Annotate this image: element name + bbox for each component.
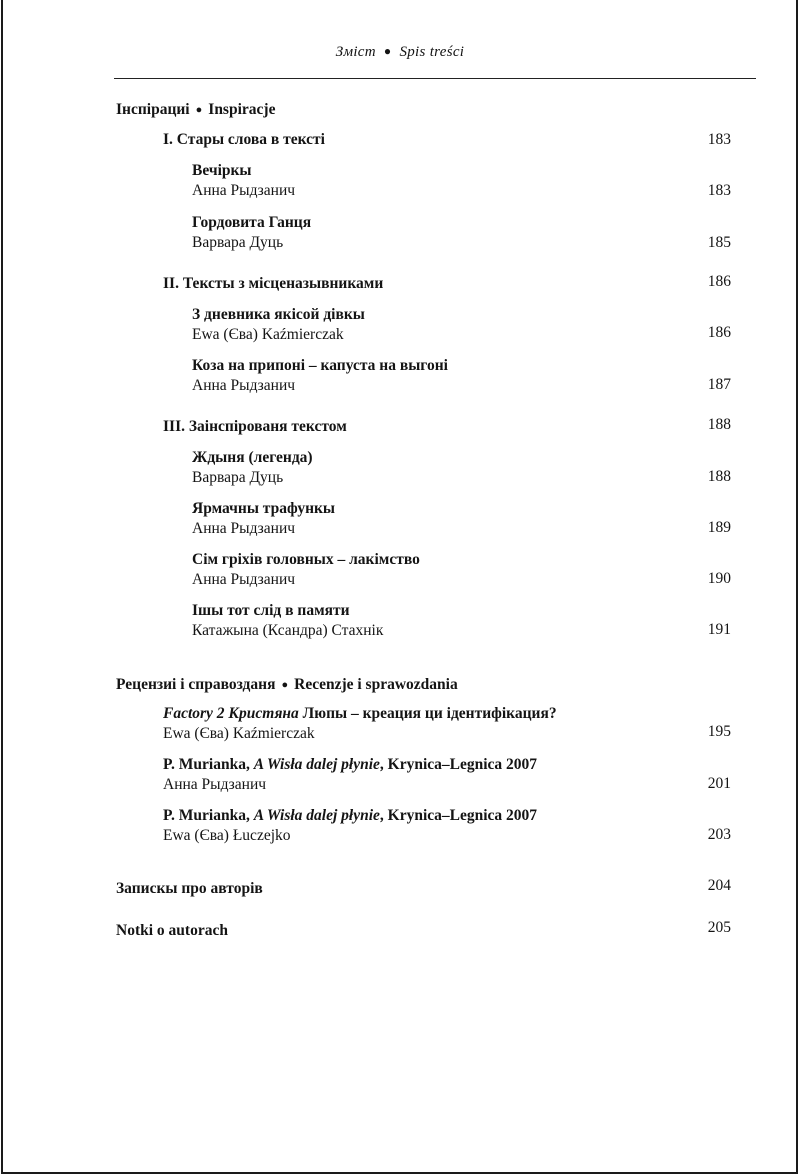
part-title: ІІ. Тексты з місценазывниками <box>163 275 384 292</box>
review-title-italic: A Wisła dalej płynie <box>253 807 380 824</box>
section-title-pl: Inspiracje <box>208 101 276 118</box>
entry-title: Гордовита Ганця <box>192 214 312 231</box>
section-heading-inspiration <box>116 101 275 120</box>
section-title-ua: Рецензиі і справозданя <box>116 676 276 693</box>
entry-author: Ewa (Єва) Łuczejko <box>163 827 291 844</box>
entry-title: З дневника якісой дівкы <box>192 306 365 323</box>
page-number: 186 <box>707 324 731 341</box>
page-number: 186 <box>707 273 731 290</box>
page-number: 188 <box>707 468 731 485</box>
entry-title: Вечіркы <box>192 162 252 179</box>
page-number: 183 <box>707 131 731 148</box>
section-authors-notes-pl: Notki o autorach <box>116 922 228 939</box>
page-number: 187 <box>707 376 731 393</box>
review-title <box>163 807 537 825</box>
review-title-bold: P. Murianka, <box>163 807 254 824</box>
review-title-rest: , Krynica–Legnica 2007 <box>379 807 538 824</box>
entry-author: Ewa (Єва) Kaźmierczak <box>163 725 315 742</box>
entry-author: Варвара Дуць <box>192 469 284 486</box>
part-title: І. Стары слова в тексті <box>163 131 325 148</box>
entry-author: Анна Рыдзанич <box>192 520 296 537</box>
entry-title: Ярмачны трафункы <box>192 500 336 517</box>
entry-author: Анна Рыдзанич <box>192 377 296 394</box>
review-title-italic: A Wisła dalej płynie <box>253 756 380 773</box>
section-separator: ● <box>281 679 289 691</box>
entry-author: Ewa (Єва) Kaźmierczak <box>192 326 344 343</box>
section-heading-reviews <box>116 676 458 695</box>
page-number: 189 <box>707 519 731 536</box>
entry-author: Анна Рыдзанич <box>163 776 267 793</box>
review-title-rest: Люпы – креация ци ідентифікация? <box>298 705 557 722</box>
entry-author: Катажына (Ксандра) Стахнік <box>192 622 384 639</box>
entry-author: Варвара Дуць <box>192 234 284 251</box>
header-right: Spis treści <box>399 44 465 60</box>
page-number: 191 <box>707 621 731 638</box>
page-number: 203 <box>707 826 731 843</box>
section-title-pl: Recenzje i sprawozdania <box>294 676 458 693</box>
page-number: 190 <box>707 570 731 587</box>
review-title-rest: , Krynica–Legnica 2007 <box>379 756 538 773</box>
entry-author: Анна Рыдзанич <box>192 182 296 199</box>
part-title: ІІІ. Заінспірованя текстом <box>163 418 347 435</box>
page-number: 204 <box>707 877 731 894</box>
review-title-italic: Factory 2 Кристяна <box>163 705 299 722</box>
page-number: 185 <box>707 234 731 251</box>
review-title-bold: P. Murianka, <box>163 756 254 773</box>
page-number: 201 <box>707 775 731 792</box>
entry-title: Ждыня (легенда) <box>192 449 313 466</box>
review-title <box>163 705 557 723</box>
entry-title: Ішы тот слід в памяти <box>192 602 350 619</box>
section-title-ua: Інспірациі <box>116 101 190 118</box>
page-number: 183 <box>707 182 731 199</box>
page-number: 188 <box>707 416 731 433</box>
entry-author: Анна Рыдзанич <box>192 571 296 588</box>
page-number: 195 <box>707 723 731 740</box>
review-title <box>163 756 537 774</box>
section-authors-notes-ua: Запискы про авторів <box>116 880 263 897</box>
entry-title: Коза на припоні – капуста на выгоні <box>192 357 448 374</box>
entry-title: Сім гріхів головных – лакімство <box>192 551 420 568</box>
page-number: 205 <box>707 919 731 936</box>
header-left: Зміст <box>335 44 376 60</box>
header-separator: ● <box>383 44 392 58</box>
section-separator: ● <box>195 104 203 116</box>
